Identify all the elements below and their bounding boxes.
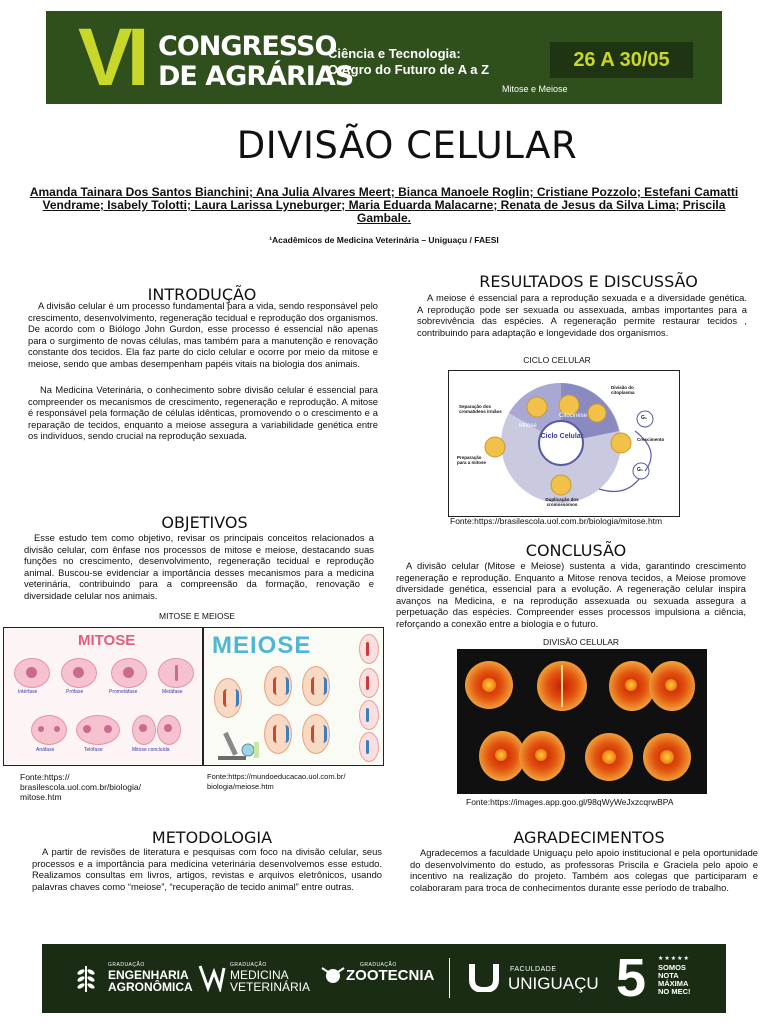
figure-ciclo-caption: CICLO CELULAR <box>523 355 591 365</box>
cycle-label-preparacao: Preparação para a mitose <box>457 455 487 465</box>
wheat-icon <box>72 962 100 994</box>
meiose-panel <box>204 628 383 765</box>
meiose-gamete-2 <box>359 668 379 698</box>
metodologia-heading: METODOLOGIA <box>151 828 273 847</box>
meiose-cell-4 <box>302 666 330 706</box>
event-date-badge: 26 A 30/05 <box>550 42 693 78</box>
mitose-cell-concluida-1 <box>132 715 156 745</box>
mitose-cell-anafase <box>31 715 67 745</box>
embryo-cell <box>519 731 565 781</box>
figure-divisao-source: Fonte:https://images.app.goo.gl/98qWyWeJxzcqrwBPA <box>466 797 674 807</box>
figure-ciclo-celular <box>448 370 680 517</box>
embryo-cell <box>537 661 587 711</box>
embryo-cell <box>585 733 633 781</box>
footer-divider <box>449 958 450 998</box>
nota-line4: NO MEC! <box>658 987 691 996</box>
fac-small: FACULDADE <box>510 966 557 973</box>
event-theme: Mitose e Meiose <box>502 84 568 94</box>
embryo-cell <box>649 661 695 711</box>
cycle-label-g1: G₁ <box>637 467 643 473</box>
resultados-heading: RESULTADOS E DISCUSSÃO <box>479 272 698 291</box>
cow-icon <box>320 962 346 990</box>
vet-line2: VETERINÁRIA <box>230 980 311 994</box>
cycle-label-g0: G₀ <box>641 415 648 421</box>
mitose-cell-prometafase <box>111 658 147 688</box>
introducao-paragraph-2: Na Medicina Veterinária, o conhecimento sobre divisão celular é essencial para compreender os mecanismos de crescimento, regeneração e reprodução. A mitose é responsável pela formação de células idênticas, promovendo o o crescimento e a reparação de tecidos, enquanto a meiose assegura a variabilidade genética entre os indivíduos, sendo crucial na reprodução sexuada. <box>28 384 378 441</box>
zoo-small: GRADUAÇÃO <box>360 962 397 968</box>
mitose-label-anafase: Anáfase <box>36 747 55 753</box>
event-tagline-1: Ciência e Tecnologia: <box>328 46 461 61</box>
horse-icon <box>196 962 226 992</box>
meiose-cell-3 <box>264 714 292 754</box>
cycle-label-duplicacao: Duplicação dos cromossomos <box>545 497 579 507</box>
mitose-panel <box>4 628 204 765</box>
uniguacu-logo-icon <box>468 962 500 992</box>
figure-divisao-caption: DIVISÃO CELULAR <box>542 637 620 647</box>
nota-line1: SOMOS <box>658 963 686 972</box>
microscope-icon <box>214 724 262 762</box>
vet-small: GRADUAÇÃO <box>230 962 267 968</box>
nota-line3: MÁXIMA <box>658 979 689 988</box>
eng-small: GRADUAÇÃO <box>108 962 145 968</box>
nota-number: 5 <box>616 948 647 1008</box>
embryo-cell <box>465 661 513 709</box>
meiose-cell-2 <box>264 666 292 706</box>
event-tagline-2: O Agro do Futuro de A a Z <box>328 62 490 77</box>
poster-authors: Amanda Tainara Dos Santos Bianchini; Ana Julia Alvares Meert; Bianca Manoele Roglin; Cristiane Pozzolo; Estefani Camatti Vendrame; Isabely Tolotti; Laura Larissa Lyneburger; Maria Eduarda Malacarne; Renata de Jesus da Silva Lima; Priscila Gambale. <box>29 185 739 225</box>
poster-affiliation: ¹Acadêmicos de Medicina Veterinária – Uniguaçu / FAESI <box>269 235 499 245</box>
meiose-gamete-1 <box>359 634 379 664</box>
eng-line2: AGRONÔMICA <box>108 980 193 994</box>
zoo-line1: ZOOTECNIA <box>346 967 435 984</box>
figure-mitose-meiose <box>3 627 384 766</box>
cycle-label-crescimento: Crescimento <box>637 437 665 442</box>
meiose-title: MEIOSE <box>212 632 312 659</box>
vet-line1: MEDICINA <box>230 968 289 982</box>
cycle-label-citocinese: Citocinese <box>559 413 588 419</box>
figure-divisao-celular-photo <box>457 649 707 794</box>
event-name-line1: CONGRESSO <box>158 31 337 62</box>
meiose-gamete-4 <box>359 732 379 762</box>
resultados-paragraph: A meiose é essencial para a reprodução sexuada e a diversidade genética. A reprodução pode ser sexuada ou assexuada, ambas importantes para a sobrevivência das espécies. A regeneração permite restaurar tecidos , contribuindo para adaptação e longevidade dos organismos. <box>417 292 747 338</box>
meiose-cell-1 <box>214 678 242 718</box>
event-banner <box>46 11 722 104</box>
mitose-title: MITOSE <box>78 632 136 649</box>
mitose-label-prometafase: Prometáfase <box>109 689 138 695</box>
mitose-cell-profase <box>61 658 97 688</box>
mitose-label-concluida: Mitose concluída <box>132 747 170 753</box>
cycle-label-mitose: Mitose <box>519 423 537 429</box>
figure-meiose-source: Fonte:https://mundoeducacao.uol.com.br/ biologia/meiose.htm <box>207 772 346 791</box>
mitose-cell-interfase <box>14 658 50 688</box>
figure-mitose-source: Fonte:https:// brasilescola.uol.com.br/biologia/ mitose.htm <box>20 772 141 802</box>
mitose-label-interfase: Intérfase <box>18 689 38 695</box>
introducao-paragraph-1: A divisão celular é um processo fundamental para a vida, sendo responsável pelo crescimento, desenvolvimento, regeneração tecidual e reprodução dos organismos. De acordo com o Biólogo John Gurdon, esse processo é essencial não apenas para o surgimento de novas células, mas também para a manutenção e renovação constante dos tecidos. Ela faz parte do ciclo celular e ocorre por meio da mitose e meiose, sendo que ambas desempenham papéis vitais na biologia dos animais. <box>28 300 378 369</box>
figure-ciclo-source: Fonte:https://brasilescola.uol.com.br/biologia/mitose.htm <box>450 516 663 526</box>
mitose-label-telofase: Telófase <box>84 747 103 753</box>
nota-line2: NOTA <box>658 971 679 980</box>
cycle-label-separacao: Separação dos cromatídeos irmãos <box>459 404 502 414</box>
mitose-cell-metafase <box>158 658 194 688</box>
nota-stars: ★★★★★ <box>658 956 690 962</box>
mitose-label-profase: Prófase <box>66 689 84 695</box>
conclusao-heading: CONCLUSÃO <box>525 541 627 560</box>
embryo-cell <box>643 733 691 781</box>
institution-footer <box>42 944 726 1013</box>
figure-mitose-meiose-caption: MITOSE E MEIOSE <box>159 611 235 621</box>
objetivos-heading: OBJETIVOS <box>161 513 248 532</box>
introducao-heading: INTRODUÇÃO <box>147 285 257 304</box>
event-name-line2: DE AGRÁRIAS <box>158 61 354 92</box>
eng-line1: ENGENHARIA <box>108 968 189 982</box>
objetivos-paragraph: Esse estudo tem como objetivo, revisar os principais conceitos relacionados a divisão celular, com ênfase nos processos de mitose e meiose, destacando suas funções no crescimento, desenvolvimento, regeneração tecidual e reprodução animal. Buscou-se evidenciar a importância desses mecanismos para a medicina veterinária, contribuindo para a compreensão da formação, renovação e diversidade celular nos animais. <box>24 532 374 601</box>
agradecimentos-paragraph: Agradecemos a faculdade Uniguaçu pelo apoio institucional e pela oportunidade do desenvolvimento do estudo, as professoras Priscila e Graciela pelo apoio e incentivo na realização do projeto. Também aos colegas que participaram e colaboraram para troca de conhecimentos durante esse período de trabalho. <box>410 847 758 893</box>
fac-name: UNIGUAÇU <box>508 974 599 993</box>
poster-title: DIVISÃO CELULAR <box>236 124 578 167</box>
meiose-gamete-3 <box>359 700 379 730</box>
cycle-label-divisao-citoplasma: Divisão do citoplasma <box>611 385 635 395</box>
conclusao-paragraph: A divisão celular (Mitose e Meiose) sustenta a vida, garantindo crescimento regeneração e reprodução. Enquanto a Mitose renova tecidos, a Meiose promove diversidade genética, essencial para a evolução. A regeneração celular inspira avanços na Medicina, e na reprodução assexuada ou sexuada assegura a perpetuação das espécies. Compreender esses processos impulsiona a ciência, reforçando a conexão entre a biologia e o futuro. <box>396 560 746 629</box>
cycle-center-label: Ciclo Celular <box>540 433 584 440</box>
mitose-label-metafase: Metáfase <box>162 689 183 695</box>
event-edition-logo: VI <box>78 12 144 103</box>
metodologia-paragraph: A partir de revisões de literatura e pesquisas com foco na divisão celular, seus processos e a importância para medicina veterinária desenvolvemos esse estudo. Realizamos consultas em livros, artigos, revistas e arquivos eletrônicos, usando palavras chaves como “meiose”, “recuperação de tecido animal” entre outras. <box>32 846 382 892</box>
mitose-cell-concluida-2 <box>157 715 181 745</box>
mitose-cell-telofase <box>76 715 120 745</box>
meiose-cell-5 <box>302 714 330 754</box>
agradecimentos-heading: AGRADECIMENTOS <box>513 828 665 847</box>
